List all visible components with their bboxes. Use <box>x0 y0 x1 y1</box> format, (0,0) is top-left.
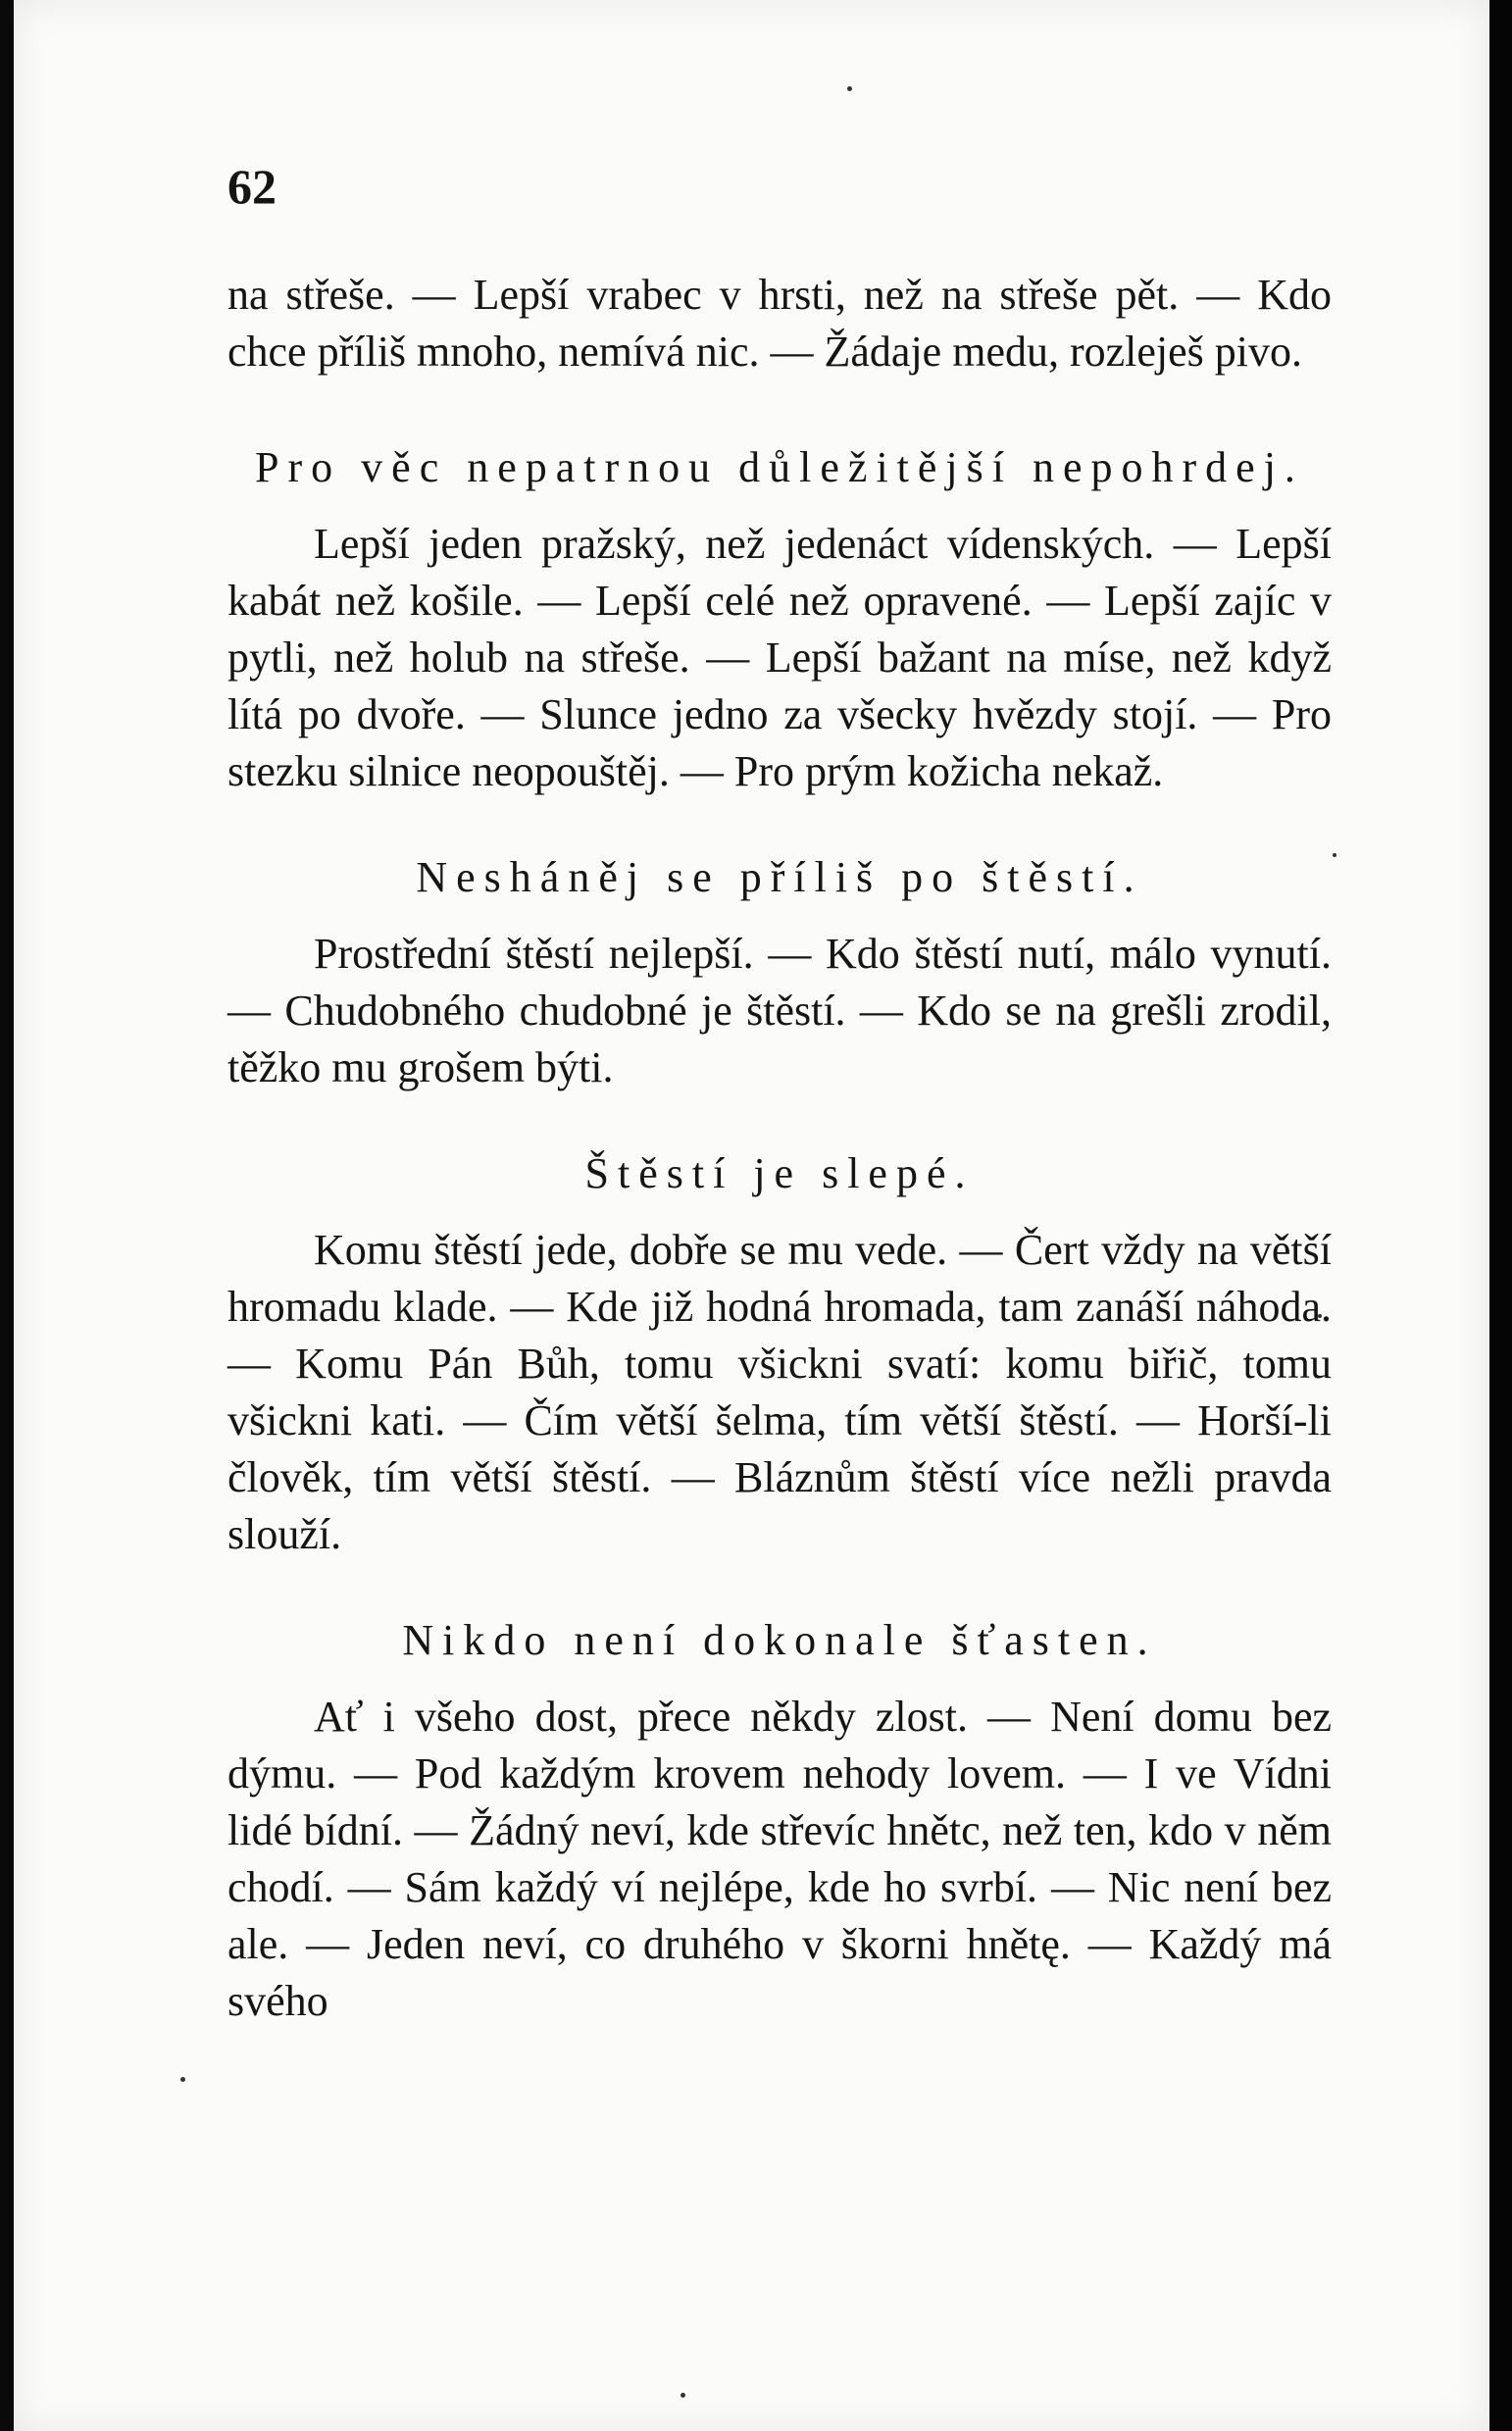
page-content <box>227 157 1332 2030</box>
page-number: 62 <box>227 159 277 214</box>
paragraph-2: Lepší jeden pražský, než jedenáct vídenských. — Lepší kabát než košile. — Lepší celé než opravené. — Lepší zajíc v pytli, než holub na střeše. — Lepší bažant na míse, než když lítá po dvoře. — Slunce jedno za všecky hvězdy stojí. — Pro stezku silnice neopouštěj. — Pro prým kožicha nekaž. <box>227 520 1332 795</box>
section-heading-3: Štěstí je slepé. <box>584 1149 975 1197</box>
scan-speck <box>847 86 852 91</box>
paragraph-5: Ať i všeho dost, přece někdy zlost. — Není domu bez dýmu. — Pod každým krovem nehody lovem. — I ve Vídni lidé bídní. — Žádný neví, kde střevíc hnětc, než ten, kdo v něm chodí. — Sám každý ví nejlépe, kde ho svrbí. — Nic není bez ale. — Jeden neví, co druhého v škorni hnětę. — Každý má svého <box>227 1693 1332 2025</box>
section-heading-4: Nikdo není dokonale šťasten. <box>402 1616 1157 1664</box>
scan-speck <box>1333 853 1336 857</box>
paragraph-3: Prostřední štěstí nejlepší. — Kdo štěstí nutí, málo vynutí. — Chudobného chudobné je štěstí. — Kdo se na grešli zrodil, těžko mu grošem býti. <box>227 930 1332 1091</box>
paragraph-4: Komu štěstí jede, dobře se mu vede. — Čert vždy na větší hromadu klade. — Kde již hodná hromada, tam zanáší náhoda. — Komu Pán Bůh, tomu všickni svatí: komu biřič, tomu všickni kati. — Čím větší šelma, tím větší štěstí. — Horší-li člověk, tím větší štěstí. — Bláznům štěstí více nežli pravda slouží. <box>227 1226 1332 1558</box>
scan-speck <box>680 2393 685 2398</box>
section-heading-2: Nesháněj se příliš po štěstí. <box>416 853 1143 901</box>
paragraph-1: na střeše. — Lepší vrabec v hrsti, než na střeše pět. — Kdo chce příliš mnoho, nemívá nic. — Žádaje medu, rozleješ pivo. <box>227 271 1332 376</box>
scan-speck <box>180 2077 185 2082</box>
page-right-edge <box>1489 0 1512 2431</box>
section-heading-1: Pro věc nepatrnou důležitější nepohrdej. <box>255 443 1304 491</box>
page-left-edge <box>0 0 14 2431</box>
